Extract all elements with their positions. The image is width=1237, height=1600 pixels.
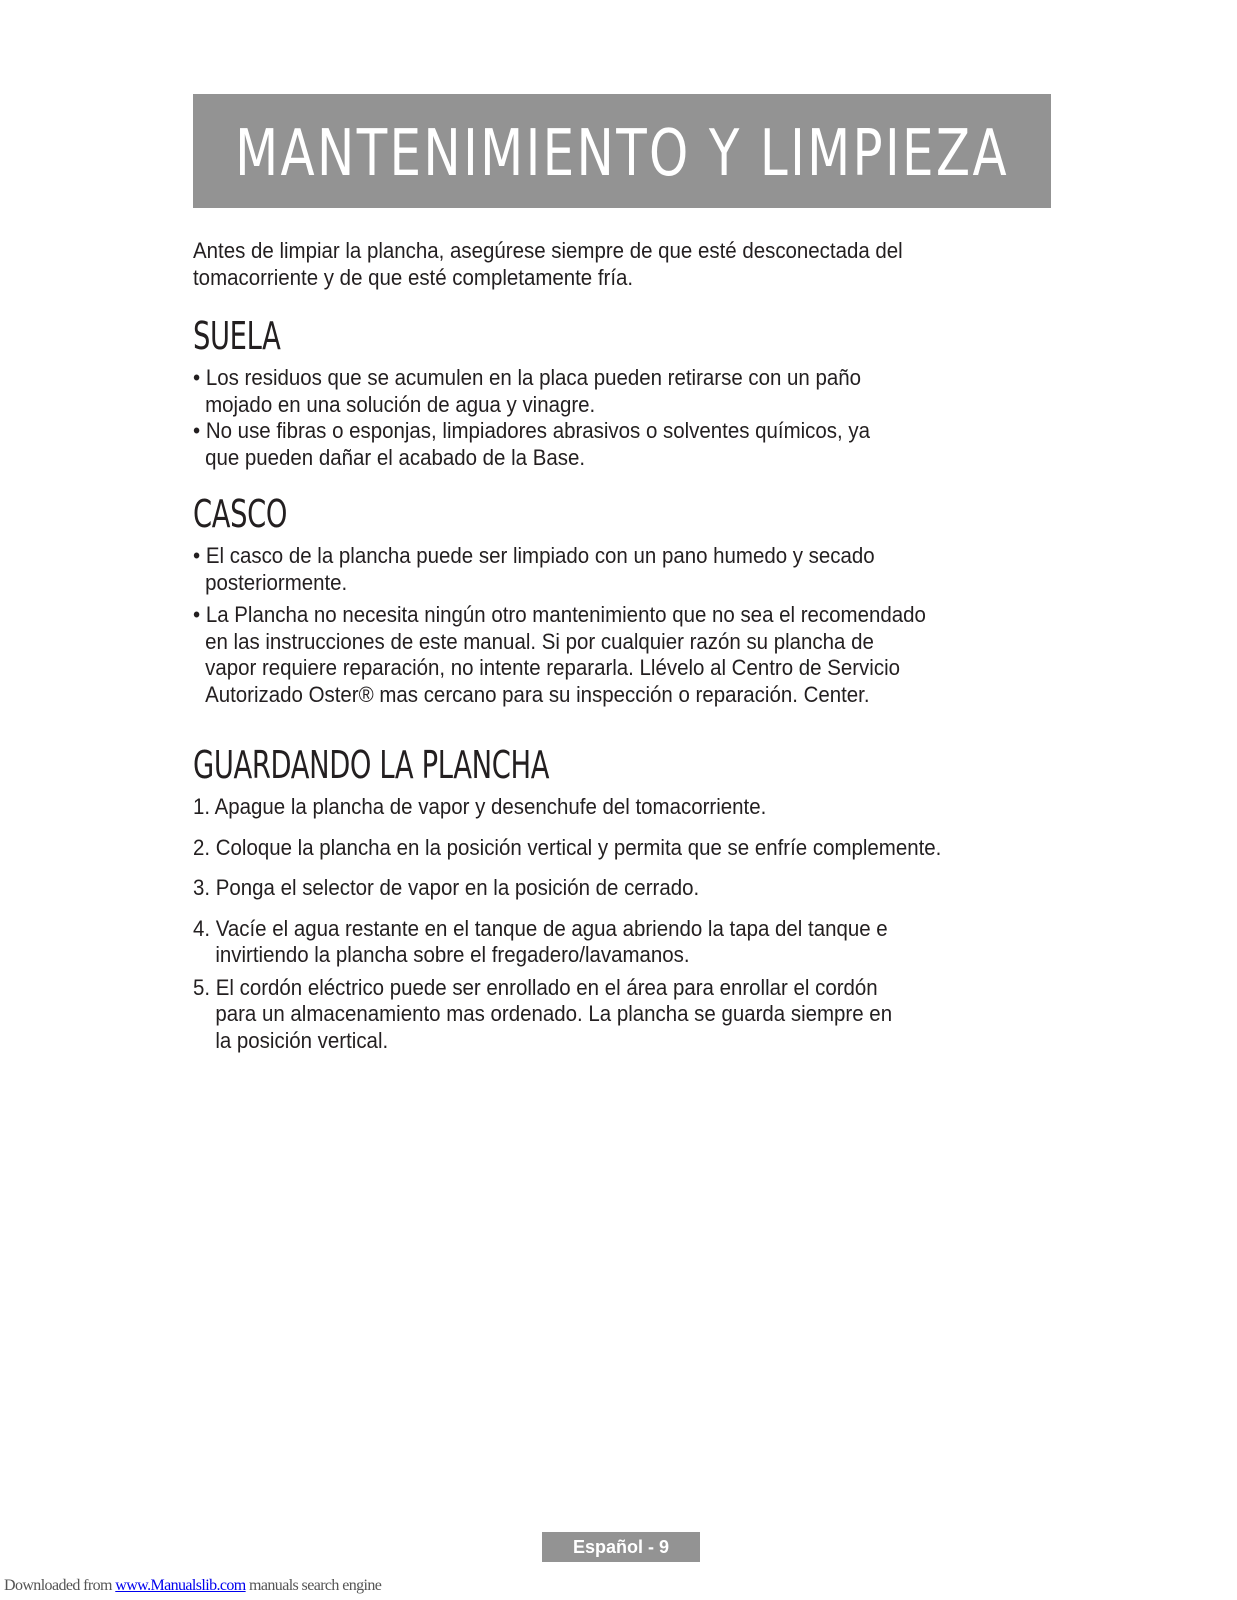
section-heading-casco: CASCO <box>193 492 288 536</box>
list-item <box>193 875 1053 902</box>
list-item <box>193 835 1053 862</box>
section-suela <box>193 365 1053 471</box>
step-line: 1. Apague la plancha de vapor y desenchufe del tomacorriente. <box>193 794 767 819</box>
section-heading-guardando: GUARDANDO LA PLANCHA <box>193 743 550 787</box>
list-item <box>193 543 1053 596</box>
step-line: 5. El cordón eléctrico puede ser enrollado en el área para enrollar el cordón <box>193 974 878 1000</box>
intro-line: Antes de limpiar la plancha, asegúrese siempre de que esté desconectada del <box>193 238 903 263</box>
bullet-line: • La Plancha no necesita ningún otro mantenimiento que no sea el recomendado <box>193 602 926 627</box>
footer-suffix: manuals search engine <box>245 1577 382 1594</box>
section-heading-suela: SUELA <box>193 314 281 358</box>
step-line: 3. Ponga el selector de vapor en la posición de cerrado. <box>193 875 700 900</box>
list-item <box>193 365 1053 418</box>
list-item <box>193 602 1053 708</box>
bullet-line: vapor requiere reparación, no intente repararla. Llévelo al Centro de Servicio <box>205 655 901 680</box>
step-line: la posición vertical. <box>215 1027 389 1053</box>
page-number-label: Español - 9 <box>542 1532 700 1562</box>
bullet-line: • No use fibras o esponjas, limpiadores abrasivos o solventes químicos, ya <box>193 418 870 443</box>
list-item <box>193 975 1053 1055</box>
list-item <box>193 794 1053 821</box>
footer-prefix: Downloaded from <box>4 1577 116 1594</box>
bullet-line: • Los residuos que se acumulen en la placa pueden retirarse con un paño <box>193 365 862 390</box>
bullet-line: • El casco de la plancha puede ser limpiado con un pano humedo y secado <box>193 543 875 568</box>
step-line: invirtiendo la plancha sobre el fregadero/lavamanos. <box>215 942 690 967</box>
download-footer <box>4 1577 381 1595</box>
step-line: 4. Vacíe el agua restante en el tanque de agua abriendo la tapa del tanque e <box>193 915 888 941</box>
bullet-line: en las instrucciones de este manual. Si por cualquier razón su plancha de <box>205 628 874 654</box>
main-content <box>193 238 1053 1054</box>
section-guardando <box>193 794 1053 1054</box>
step-line: para un almacenamiento mas ordenado. La plancha se guarda siempre en <box>215 1001 893 1026</box>
bullet-line: Autorizado Oster® mas cercano para su inspección o reparación. Center. <box>205 681 870 707</box>
section-casco <box>193 543 1053 708</box>
bullet-line: mojado en una solución de agua y vinagre. <box>205 391 596 417</box>
intro-paragraph <box>193 238 1053 291</box>
list-item <box>193 916 1053 969</box>
page-title: MANTENIMIENTO Y LIMPIEZA <box>235 117 1009 191</box>
bullet-line: posteriormente. <box>205 569 348 595</box>
list-item <box>193 418 1053 471</box>
step-line: 2. Coloque la plancha en la posición vertical y permita que se enfríe complemente. <box>193 834 942 860</box>
manualslib-link[interactable]: www.Manualslib.com <box>115 1577 246 1594</box>
title-banner <box>193 94 1051 208</box>
bullet-line: que pueden dañar el acabado de la Base. <box>205 444 586 470</box>
intro-line: tomacorriente y de que esté completamente fría. <box>193 264 634 290</box>
